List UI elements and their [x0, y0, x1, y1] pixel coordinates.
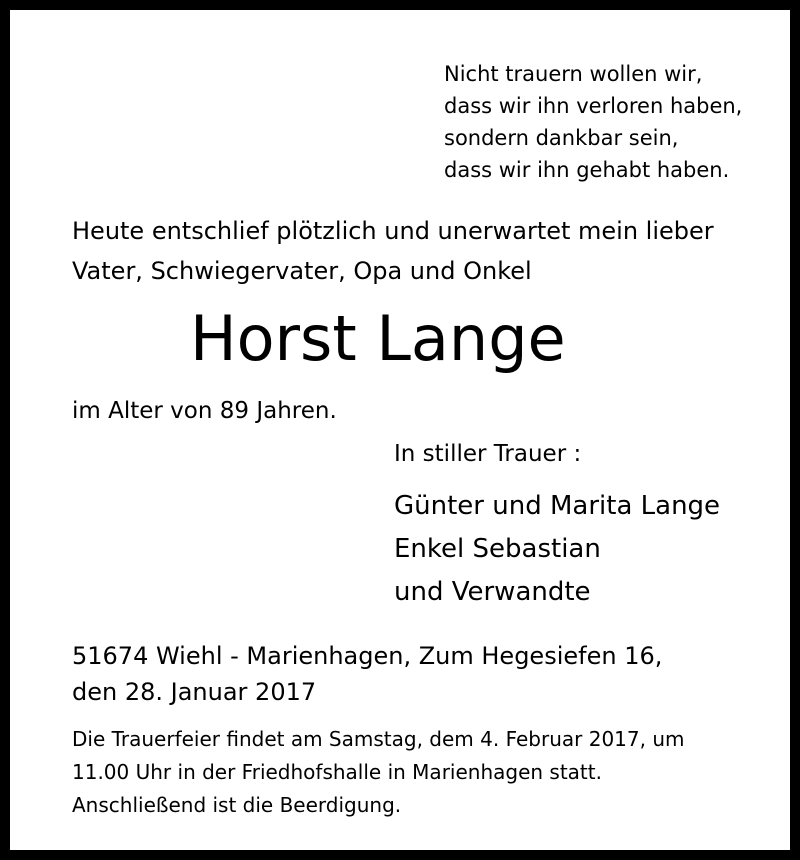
- deceased-name: Horst Lange: [190, 302, 566, 375]
- poem-line: dass wir ihn verloren haben,: [444, 94, 743, 118]
- mourning-label: In stiller Trauer :: [394, 441, 582, 467]
- mourner-line: Enkel Sebastian: [394, 534, 601, 564]
- age-text: im Alter von 89 Jahren.: [72, 398, 337, 424]
- funeral-line: 11.00 Uhr in der Friedhofshalle in Marienhagen statt.: [72, 760, 602, 784]
- mourner-line: und Verwandte: [394, 577, 591, 607]
- intro-line: Heute entschlief plötzlich und unerwartet mein lieber: [72, 217, 714, 245]
- funeral-line: Anschließend ist die Beerdigung.: [72, 793, 402, 817]
- address-line: 51674 Wiehl - Marienhagen, Zum Hegesiefen 16,: [72, 642, 663, 670]
- poem-line: sondern dankbar sein,: [444, 126, 679, 150]
- funeral-line: Die Trauerfeier findet am Samstag, dem 4. Februar 2017, um: [72, 727, 685, 751]
- mourner-line: Günter und Marita Lange: [394, 491, 721, 521]
- date-line: den 28. Januar 2017: [72, 678, 317, 706]
- intro-line: Vater, Schwiegervater, Opa und Onkel: [72, 257, 532, 285]
- poem-line: dass wir ihn gehabt haben.: [444, 158, 730, 182]
- poem-line: Nicht trauern wollen wir,: [444, 62, 703, 86]
